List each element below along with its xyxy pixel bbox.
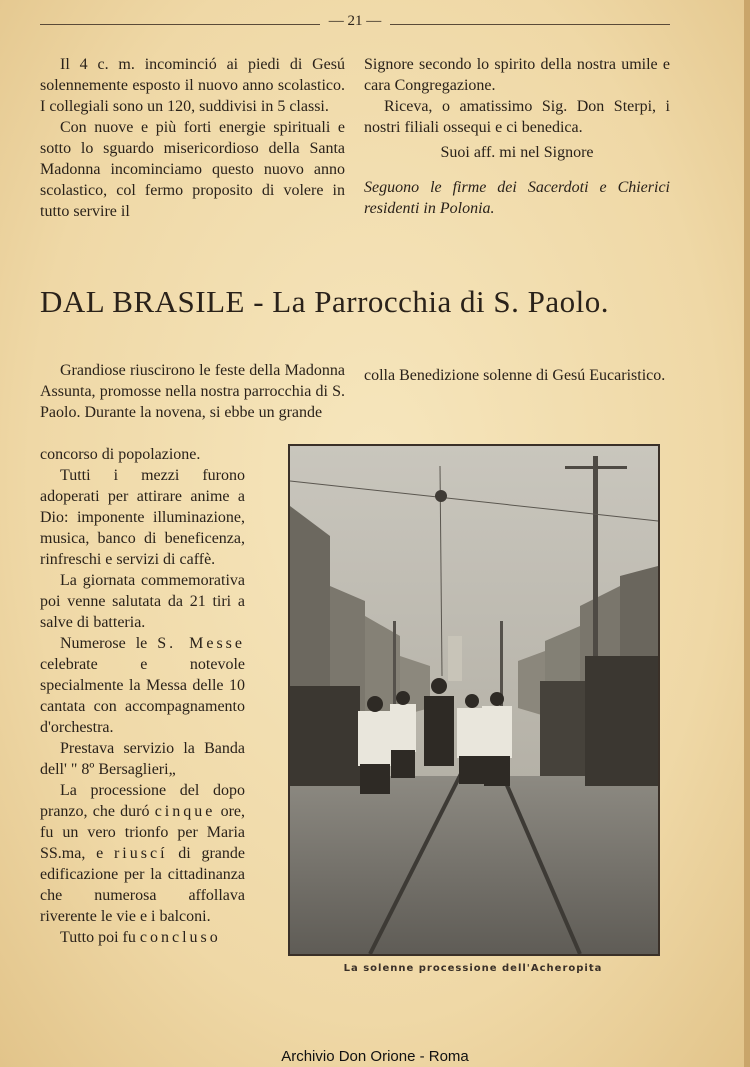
header-rule-left bbox=[40, 24, 320, 25]
top-right-column bbox=[364, 54, 670, 219]
page-number: — 21 — bbox=[328, 13, 382, 29]
paragraph: Il 4 c. m. incominció ai piedi di Gesú solennemente esposto il nuovo anno scolastico. I collegiali sono un 120, suddivisi in 5 classi. bbox=[40, 56, 345, 115]
procession-illustration bbox=[290, 446, 658, 954]
closing: Suoi aff. mi nel Signore bbox=[440, 144, 594, 161]
paragraph: Signore secondo lo spirito della nostra umile e cara Congregazione. bbox=[364, 56, 670, 94]
paragraph: Numerose le S. Messe celebrate e notevole specialmente la Messa delle 10 cantata con accompagnamento d'orchestra. bbox=[40, 635, 245, 736]
paragraph: Prestava servizio la Banda dell' " 8º Bersaglieri„ bbox=[40, 740, 245, 778]
paragraph: La giornata commemorativa poi venne salutata da 21 tiri a salve di batteria. bbox=[40, 572, 245, 631]
paragraph: La processione del dopo pranzo, che duró cinque ore, fu un vero trionfo per Maria SS.ma, e riuscí di grande edificazione per la cittadinanza che numerosa affollava riverente le vie e i balconi. bbox=[40, 782, 246, 925]
paragraph: Tutti i mezzi furono adoperati per attirare anime a Dio: imponente illuminazione, musica, banco di beneficenza, rinfreschi e servizi di caffè. bbox=[40, 467, 245, 568]
paragraph: colla Benedizione solenne di Gesú Eucaristico. bbox=[364, 367, 666, 384]
paragraph: concorso di popolazione. bbox=[40, 446, 201, 463]
article-left-wide bbox=[40, 360, 345, 423]
header-rule-right bbox=[390, 24, 670, 25]
photo-caption: La solenne processione dell'Acheropita bbox=[343, 963, 603, 974]
top-left-column bbox=[40, 54, 345, 222]
article-right-column bbox=[364, 365, 670, 386]
paragraph: Con nuove e più forti energie spirituali e sotto lo sguardo misericordioso della Santa Madonna incominciamo questo nuovo anno scolastico, col fermo proposito di volere in tutto servire il bbox=[40, 119, 345, 220]
page-edge bbox=[744, 0, 750, 1067]
article-narrow-column bbox=[40, 444, 245, 948]
signatures-note: Seguono le firme dei Sacerdoti e Chierici residenti in Polonia. bbox=[364, 179, 670, 217]
paragraph: Grandiose riuscirono le feste della Madonna Assunta, promosse nella nostra parrocchia di S. Paolo. Durante la novena, si ebbe un grande bbox=[40, 362, 345, 421]
paragraph: Tutto poi fu concluso bbox=[60, 929, 221, 946]
paragraph: Riceva, o amatissimo Sig. Don Sterpi, i nostri filiali ossequi e ci benedica. bbox=[364, 98, 670, 136]
article-title: DAL BRASILE - La Parrocchia di S. Paolo. bbox=[40, 284, 610, 319]
procession-photo bbox=[288, 444, 660, 956]
archive-watermark: Archivio Don Orione - Roma bbox=[281, 1048, 469, 1065]
